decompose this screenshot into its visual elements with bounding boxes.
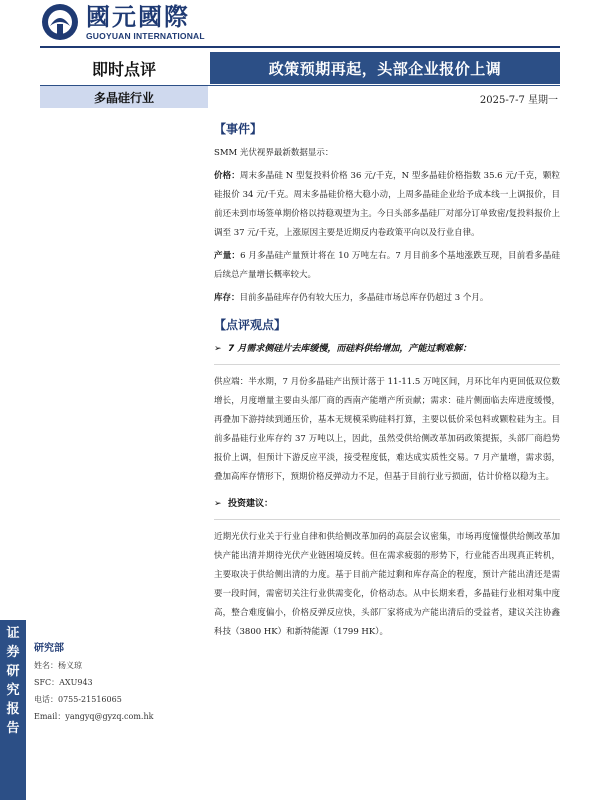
analyst-info	[34, 640, 194, 725]
review-heading: 【点评观点】	[214, 318, 287, 332]
company-logo	[40, 2, 210, 42]
inventory-text: 目前多晶硅库存仍有较大压力，多晶硅市场总库存仍超过 3 个月。	[239, 293, 489, 303]
logo-emblem-icon	[40, 2, 80, 42]
review-paragraph-2: 近期光伏行业关于行业自律和供给侧改革加码的高层会议密集，市场再度憧憬供给侧改革加快产能出清并期待光伏产业链困境反转。但在需求疲弱的形势下，行业能否出现真正转机，主要取决于供给侧出清的力度。基于目前产能过剩和库存高企的程度，预计产能出清还是需要一段时间，需密切关注行业供需变化，价格动态。从中长期来看，多晶硅行业相对集中度高，整合难度偏小，价格反弹反应快，头部厂家将成为产能出清后的受益者，建议关注协鑫科技（3800 HK）和新特能源（1799 HK）。	[214, 532, 560, 637]
bullet-divider	[214, 364, 560, 365]
review-paragraph-1: 供应端：半水期，7 月份多晶硅产出预计落于 11-11.5 万吨区间，月环比年内更回低双位数增长，月度增量主要由头部厂商的西南产能增产所贡献；需求：硅片侧面临去库进度缓慢，再叠加下游持续到通压价，基本无规模采购硅料打算，主要以低价采包料或颗粒硅为主。目前多晶硅行业库存约 37 万吨以上，因此，虽然受供给侧改革加码政策提振，头部厂商趋势报价上调，但预计下游反应平淡，接受程度低，难达成实质性交易。7 月产量增，需求弱，叠加高库存情形下，预期价格反弹动力不足，但基于目前行业亏损面，估计价格以稳为主。	[214, 377, 560, 482]
output-text: 6 月多晶硅产量预计将在 10 万吨左右。7 月目前多个基地涨跌互现，目前看多晶硅后续总产量增长概率较大。	[214, 251, 560, 280]
price-label: 价格：	[214, 171, 240, 181]
sidebar-char: 报	[6, 702, 20, 717]
bullet-divider	[214, 519, 560, 520]
analyst-phone: 电话：0755-21516065	[34, 695, 122, 704]
event-intro: SMM 光伏视界最新数据显示：	[214, 148, 334, 158]
event-inventory-paragraph	[214, 289, 560, 308]
report-date: 2025-7-7 星期一	[479, 95, 558, 106]
report-body	[214, 120, 560, 646]
analyst-name: 姓名：杨义琼	[34, 661, 82, 670]
event-output-paragraph	[214, 247, 560, 285]
sidebar-vertical-label	[0, 624, 26, 738]
research-dept: 研究部	[34, 643, 64, 654]
bullet-2-text: 投资建议：	[228, 499, 274, 509]
header-divider	[40, 46, 560, 48]
industry-label: 多晶硅行业	[40, 86, 208, 108]
sidebar-char: 证	[6, 626, 20, 641]
bullet-1-text: 7 月需求侧硅片去库缓慢，而硅料供给增加，产能过剩难解：	[228, 344, 472, 354]
report-title: 政策预期再起，头部企业报价上调	[210, 52, 560, 84]
analyst-email[interactable]: Email：yangyq@gyzq.com.hk	[34, 712, 154, 721]
logo-chinese-name: 國元國際	[86, 3, 190, 31]
report-type: 即时点评	[91, 59, 156, 79]
analyst-sfc: SFC：AXU943	[34, 678, 93, 687]
event-price-paragraph	[214, 167, 560, 243]
output-label: 产量：	[214, 251, 241, 261]
arrow-bullet-icon: ➢	[214, 344, 222, 354]
sidebar-char: 券	[6, 645, 20, 660]
sidebar-char: 告	[6, 721, 20, 736]
event-heading: 【事件】	[214, 122, 263, 136]
inventory-label: 库存：	[214, 293, 240, 303]
logo-english-name: GUOYUAN INTERNATIONAL	[86, 31, 205, 41]
review-bullet-1	[214, 340, 560, 358]
review-bullet-2	[214, 495, 560, 513]
sidebar-char: 研	[6, 664, 20, 679]
price-text: 周末多晶硅 N 型复投料价格 36 元/千克，N 型多晶硅价格指数 35.6 元/千克，颗粒硅报价 34 元/千克。周末多晶硅价格大稳小动，上周多晶硅企业给予成本线一上调报价，目前还未到市场签单期价格以持稳观望为主。今日头部多晶硅厂对部分订单致密/复投料报价上调至 37 元/千克，上涨原因主要是近期反内卷政策平向以及行业自律。	[214, 171, 560, 238]
arrow-bullet-icon: ➢	[214, 499, 222, 509]
sidebar-char: 究	[6, 683, 20, 698]
